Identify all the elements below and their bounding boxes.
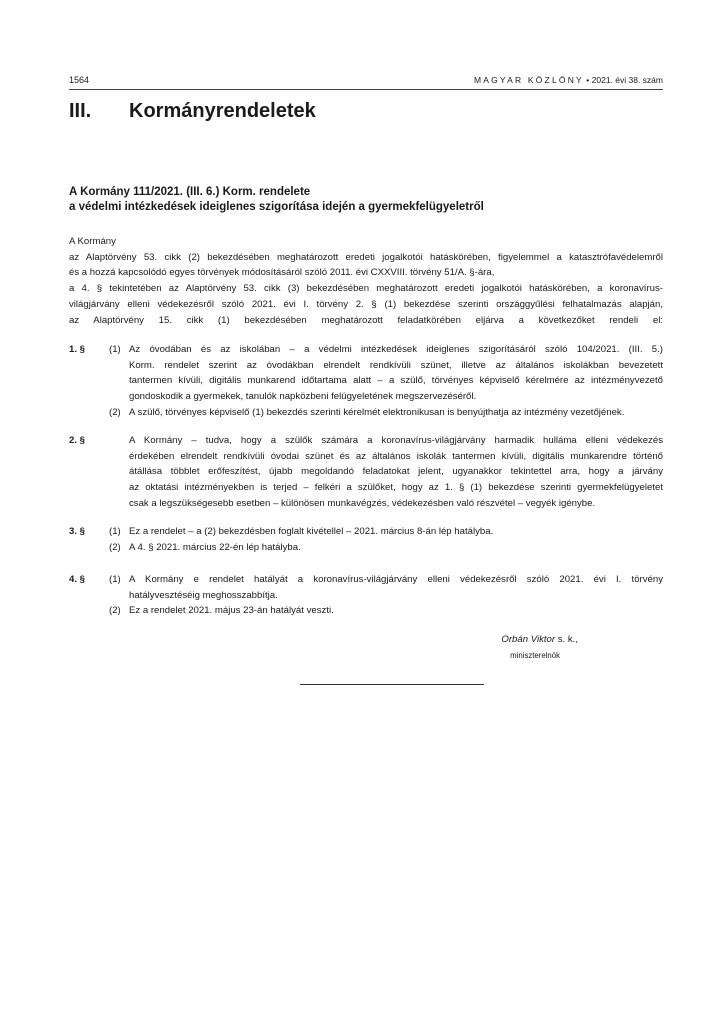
paragraph-line: érdekében elrendelt rendkívüli óvodai szünet és az általános iskolák tantermen kívüli, digitális munkarendre történő <box>129 450 663 462</box>
paragraph-label: (1) <box>109 344 121 355</box>
paragraph-label: (2) <box>109 541 121 553</box>
paragraph-line: Ez a rendelet 2021. május 23-án hatályát veszti. <box>129 605 334 617</box>
signature-block <box>300 632 578 664</box>
paragraph-line: Az óvodában és az iskolában – a védelmi intézkedések ideiglenes szigorításáról szóló 104/2021. (III. 5.) <box>129 344 663 355</box>
paragraph-line: Ez a rendelet – a (2) bekezdésben foglalt kivétellel – 2021. március 8-án lép hatályba. <box>129 526 494 537</box>
paragraph <box>69 342 663 405</box>
paragraph-line: hatályvesztéséig meghosszabbítja. <box>129 589 278 601</box>
section-number: 1. § <box>69 344 86 355</box>
section-1 <box>69 342 663 421</box>
signature-suffix: s. k., <box>555 634 578 645</box>
paragraph-line: A 4. § 2021. március 22-én lép hatályba. <box>129 541 301 553</box>
paragraph-line: A szülő, törvényes képviselő (1) bekezdés szerinti kérelmét elektronikusan is benyújthatja az intézmény vezetőjének. <box>129 406 625 418</box>
preamble <box>69 234 663 328</box>
paragraph-label: (1) <box>109 526 121 537</box>
paragraph-label: (1) <box>109 574 121 585</box>
decree-title <box>69 185 484 215</box>
paragraph <box>69 405 663 421</box>
paragraph-line: A Kormány – tudva, hogy a szülők számára a koronavírus-világjárvány harmadik hulláma elleni védekezés <box>129 435 663 446</box>
paragraph-line: Korm. rendelet szerint az óvodákban elrendelt rendkívüli szünet, illetve az általános iskolákban bevezetett <box>129 359 663 371</box>
section-number: 2. § <box>69 435 86 446</box>
preamble-line: A Kormány <box>69 236 116 247</box>
publication-name: MAGYAR KÖZLÖNY <box>473 75 584 85</box>
paragraph-label: (2) <box>109 406 121 418</box>
preamble-line: világjárvány elleni védekezésről szóló 2021. évi I. törvény 2. § (1) bekezdése szerinti országgyűlési felhatalmazás alapján, <box>69 298 663 310</box>
closing-rule <box>300 684 484 685</box>
running-header <box>474 75 663 85</box>
paragraph <box>69 572 663 603</box>
decree-title-line: A Kormány 111/2021. (III. 6.) Korm. rendelete <box>69 186 311 198</box>
chapter-number: III. <box>69 100 92 122</box>
signatory-name: Orbán Viktor <box>501 634 556 645</box>
preamble-line: és a hozzá kapcsolódó egyes törvények módosításáról szóló 2011. évi CXXVIII. törvény 51/A. §-ára, <box>69 267 495 279</box>
paragraph-line: az oktatási intézményekben is terjed – felkéri a szülőket, hogy az 1. § (1) bekezdése szerinti gyermekfelügyeletet <box>129 482 663 494</box>
paragraph-line: A Kormány e rendelet hatályát a koronavírus-világjárvány elleni védekezésről szóló 2021. évi I. törvény <box>129 574 663 585</box>
section-4 <box>69 572 663 619</box>
signatory-title: miniszterelnök <box>510 651 560 660</box>
section-number: 3. § <box>69 526 86 537</box>
section-3 <box>69 524 663 555</box>
decree-title-line: a védelmi intézkedések ideiglenes szigorítása idején a gyermekfelügyeletről <box>69 201 484 213</box>
paragraph <box>69 524 663 540</box>
header-rule <box>69 89 663 90</box>
preamble-line: az Alaptörvény 15. cikk (1) bekezdésében meghatározott feladatkörében eljárva a következőket rendeli el: <box>69 314 663 326</box>
paragraph <box>69 540 663 556</box>
paragraph-line: gondoskodik a gyermekek, tanulók napközbeni felügyeletének megszervezéséről. <box>129 391 477 403</box>
chapter-title: Kormányrendeletek <box>129 100 316 122</box>
header-separator: • <box>583 75 592 85</box>
preamble-line: az Alaptörvény 53. cikk (2) bekezdésében meghatározott eredeti jogalkotói hatáskörében, figyelemmel a katasztrófavédelemről <box>69 251 663 263</box>
paragraph-line: tantermen kívüli, digitális munkarend időtartama alatt – a szülő, törvényes képviselő kérelmére az intézményvezető <box>129 375 663 387</box>
section-number: 4. § <box>69 574 86 585</box>
paragraph <box>69 603 663 619</box>
paragraph <box>69 433 663 512</box>
chapter-heading <box>69 100 316 123</box>
preamble-line: a 4. § tekintetében az Alaptörvény 53. cikk (3) bekezdésében meghatározott eredeti jogalkotói hatáskörében, a koronavírus- <box>69 283 663 295</box>
paragraph-label: (2) <box>109 605 121 617</box>
paragraph-line: átállása többlet erőfeszítést, újabb megoldandó feladatokat jelent, ugyanakkor tekintettel arra, hogy a járvány <box>129 466 663 478</box>
paragraph-line: csak a legszükségesebb esetben – különösen munkavégzés, védekezésben való részvétel – vegyék igénybe. <box>129 497 596 509</box>
section-2 <box>69 433 663 512</box>
page-number: 1564 <box>69 75 90 85</box>
issue-label: 2021. évi 38. szám <box>591 75 663 85</box>
